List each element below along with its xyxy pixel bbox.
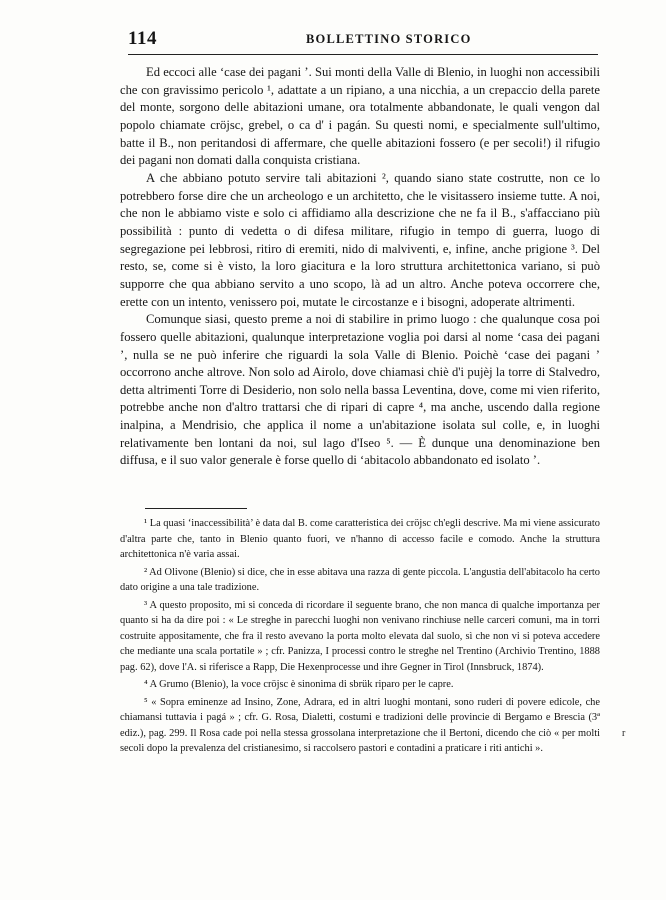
body-text — [120, 64, 600, 470]
footnote-5: ⁵ « Sopra eminenze ad Insino, Zone, Adrara, ed in altri luoghi montani, sono ruderi di povere edicole, che chiamansi tuttavia i pagá » ; cfr. G. Rosa, Dialetti, costumi e tradizioni delle provincie di Bergamo e Brescia (3ª ediz.), pag. 299. Il Rosa cade poi nella stessa grossolana interpretazione che il Bertoni, dicendo che ciò « per molti secoli dopo la prevalenza del cristianesimo, si raccolsero pastori e contadini a praticare i riti antichi ». — [120, 696, 600, 754]
page-number: 114 — [128, 28, 157, 49]
paragraph-1: Ed eccoci alle ‘case dei pagani ’. Sui monti della Valle di Blenio, in luoghi non accessibili che con gravissimo pericolo ¹, adattate a un ripiano, a una nicchia, a un crepaccio della parete del monte, sorgono delle abitazioni umane, ora totalmente abbandonate, le quali vengon dal popolo chiamate cröjsc, grebel, o ca d' i pagán. Su questi nomi, e specialmente sull'ultimo, batte il B., non peritandosi di affermare, che quelle abitazioni fossero (e per secoli!) il rifugio dei pagani non domati dalla conquista cristiana. — [120, 65, 600, 168]
footnote-rule — [145, 508, 247, 509]
header-rule — [128, 54, 598, 55]
footnotes — [120, 516, 600, 757]
margin-mark: r — [622, 728, 626, 739]
page-header — [128, 28, 598, 50]
footnote-1: ¹ La quasi ‘inaccessibilità’ è data dal B. come caratteristica dei cröjsc ch'egli descrive. Ma mi viene assicurato d'altra parte che, tanto in Blenio quanto fuori, ve n'hanno di accesso facile e comodo. Anche la struttura architettonica n'è varia assai. — [120, 518, 600, 560]
footnote-2: ² Ad Olivone (Blenio) si dice, che in esse abitava una razza di gente piccola. L'angustia dell'abitacolo ha certo dato origine a una tale tradizione. — [120, 566, 600, 593]
paragraph-2: A che abbiano potuto servire tali abitazioni ², quando siano state costrutte, non ce lo potrebbero forse dire che un archeologo e un architetto, che le visitassero insieme tutte. A noi, che non le abbiamo viste e solo ci affidiamo alla descrizione che ne fa il B., s'affacciano più possibilità : punto di vedetta o di difesa militare, rifugio in tempo di guerra, luogo di segregazione pei lebbrosi, ritiro di eremiti, nido di malviventi, e, infine, anche prigione ³. Del resto, se, come si è visto, la loro giacitura e la loro struttura architettonica variano, si può supporre che qua abbiano servito a uno scopo, là ad un altro. Anche poteva occorrere che, erette con un intento, venissero poi, mutate le circostanze e i bisogni, adoperate altrimenti. — [120, 170, 600, 309]
paragraph-3: Comunque siasi, questo preme a noi di stabilire in primo luogo : che qualunque cosa poi fossero quelle abitazioni, qualunque interpretazione voglia poi darsi al nome ‘casa dei pagani ’, nulla se ne può inferire che riguardi la sola Valle di Blenio. Poichè ‘case dei pagani ’ occorrono anche altrove. Non solo ad Airolo, dove chiamasi chiè d'i pujèj la torre di Stalvedro, detta altrimenti Torre di Desiderio, non solo nella bassa Leventina, dove, come mi vien riferito, potrebbe anche non d'altro trattarsi che di ripari di capre ⁴, ma anche, uscendo dalla regione inalpina, a Mendrisio, che applica il nome a un'abitazione isolata sul colle, e, in luoghi relativamente ben lontani da noi, sul lago d'Iseo ⁵. — È dunque una denominazione ben diffusa, e il suo valor generale è forse quello di ‘abitacolo abbandonato ed isolato ’. — [120, 312, 600, 468]
footnote-4: ⁴ A Grumo (Blenio), la voce cröjsc è sinonima di sbrük riparo per le capre. — [144, 679, 454, 690]
footnote-3: ³ A questo proposito, mi si conceda di ricordare il seguente brano, che non manca di qualche importanza per quanto si ha da dire poi : « Le streghe in parecchi luoghi non venivano rinchiuse nelle carceri comuni, ma in torri costruite appositamente, che fra il resto avevano la porta molto elevata dal suolo, sì che non vi si poteva accedere che mediante una scala portatile » ; cfr. Panizza, I processi contro le streghe nel Trentino (Archivio Trentino, 1888 pag. 62), dove l'A. si riferisce a Rapp, Die Hexenprocesse und ihre Gegner in Tirol (Innsbruck, 1874). — [120, 599, 600, 673]
running-title: BOLLETTINO STORICO — [306, 32, 472, 46]
